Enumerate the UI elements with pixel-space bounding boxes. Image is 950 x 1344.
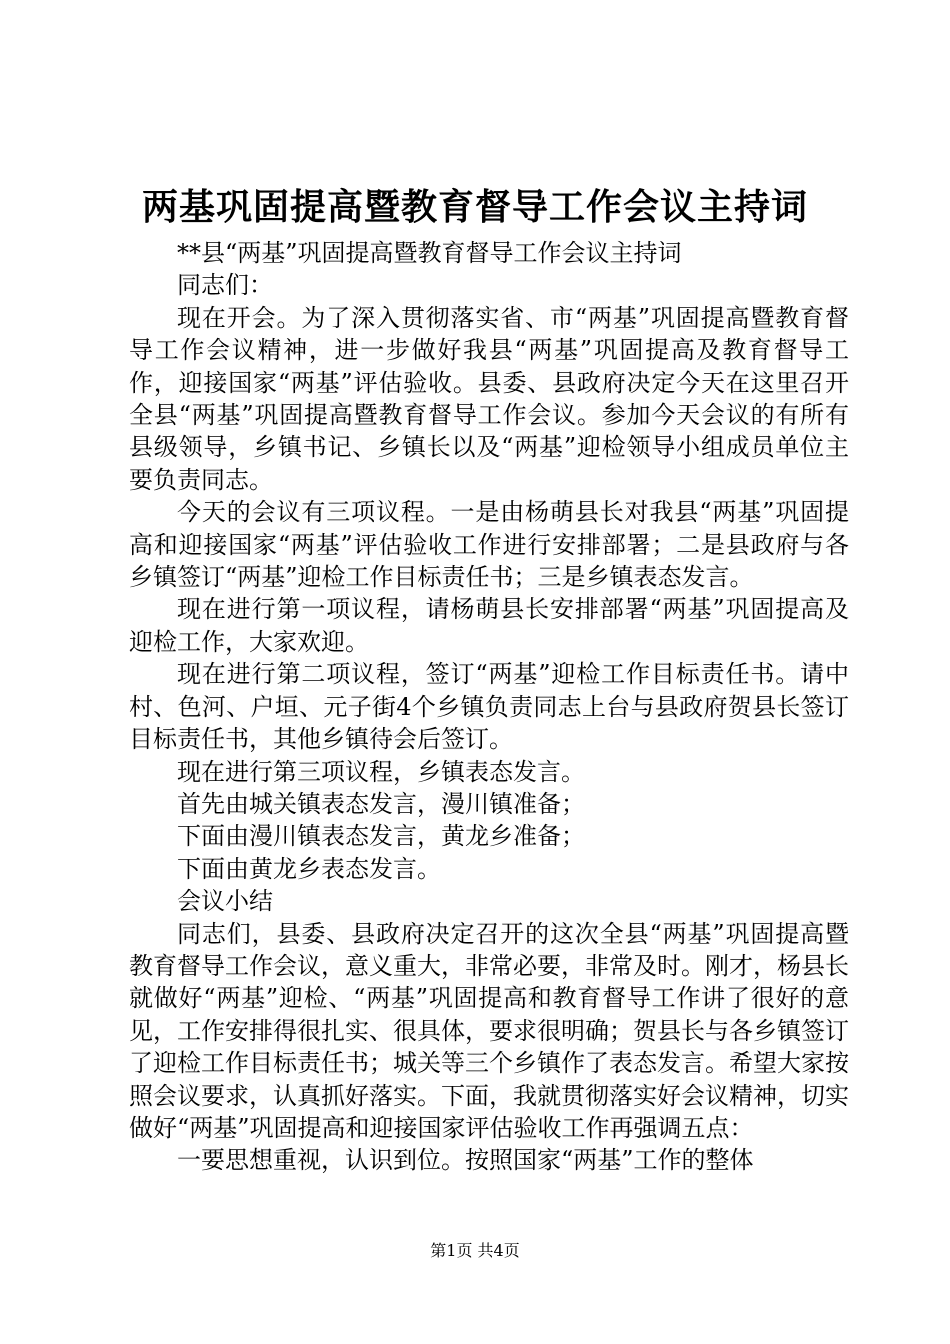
body-paragraph: 现在开会。为了深入贯彻落实省、市“两基”巩固提高暨教育督导工作会议精神，进一步做好我县“两基”巩固提高及教育督导工作，迎接国家“两基”评估验收。县委、县政府决定今天在这里召开全县“两基”巩固提高暨教育督导工作会议。参加今天会议的有所有县级领导，乡镇书记、乡镇长以及“两基”迎检领导小组成员单位主要负责同志。 xyxy=(129,303,849,494)
body-paragraph: 下面由漫川镇表态发言，黄龙乡准备； xyxy=(177,822,585,851)
body-paragraph: 同志们，县委、县政府决定召开的这次全县“两基”巩固提高暨教育督导工作会议，意义重大，非常必要，非常及时。刚才，杨县长就做好“两基”迎检、“两基”巩固提高和教育督导工作讲了很好的意见，工作安排得很扎实、很具体，要求很明确；贺县长与各乡镇签订了迎检工作目标责任书；城关等三个乡镇作了表态发言。希望大家按照会议要求，认真抓好落实。下面，我就贯彻落实好会议精神，切实做好“两基”巩固提高和迎接国家评估验收工作再强调五点： xyxy=(129,919,849,1142)
page-number-footer: 第1页 共4页 xyxy=(430,1241,520,1260)
document-body xyxy=(129,237,849,1177)
body-paragraph: 今天的会议有三项议程。一是由杨萌县长对我县“两基”巩固提高和迎接国家“两基”评估验收工作进行安排部署；二是县政府与各乡镇签订“两基”迎检工作目标责任书；三是乡镇表态发言。 xyxy=(129,498,849,592)
body-paragraph: 下面由黄龙乡表态发言。 xyxy=(177,854,441,883)
body-paragraph: 首先由城关镇表态发言，漫川镇准备； xyxy=(177,789,585,818)
body-paragraph: 一要思想重视，认识到位。按照国家“两基”工作的整体 xyxy=(177,1146,754,1175)
salutation-paragraph: 同志们： xyxy=(177,271,273,300)
body-paragraph: 现在进行第二项议程，签订“两基”迎检工作目标责任书。请中村、色河、户垣、元子街4个乡镇负责同志上台与县政府贺县长签订目标责任书，其他乡镇待会后签订。 xyxy=(129,660,849,754)
body-paragraph: 现在进行第一项议程，请杨萌县长安排部署“两基”巩固提高及迎检工作，大家欢迎。 xyxy=(129,595,849,656)
document-title: 两基巩固提高暨教育督导工作会议主持词 xyxy=(141,187,808,228)
subtitle-paragraph: **县“两基”巩固提高暨教育督导工作会议主持词 xyxy=(177,239,682,267)
body-paragraph: 现在进行第三项议程，乡镇表态发言。 xyxy=(177,757,585,786)
section-heading: 会议小结 xyxy=(177,887,273,916)
